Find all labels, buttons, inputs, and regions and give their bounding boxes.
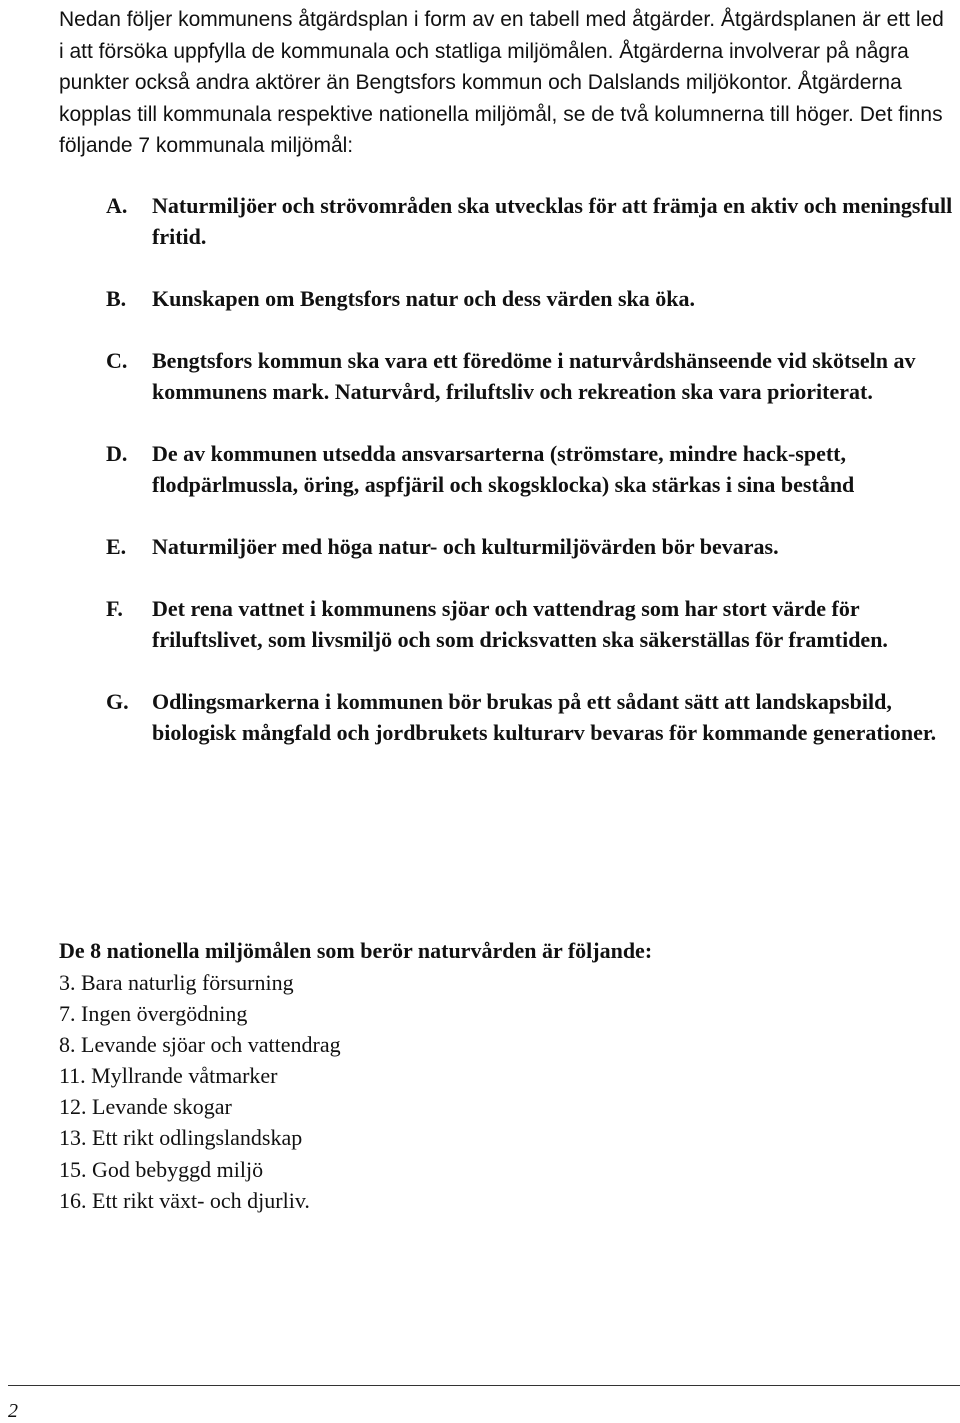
municipal-goal-item <box>106 190 958 252</box>
municipal-goal-item <box>106 345 958 407</box>
goal-text: Det rena vattnet i kommunens sjöar och vattendrag som har stort värde för friluftslivet, som livsmiljö och som dricksvatten ska säkerställas för framtiden. <box>152 596 888 652</box>
goal-text: Naturmiljöer med höga natur- och kulturmiljövärden bör bevaras. <box>152 534 779 559</box>
national-goals-heading: De 8 nationella miljömålen som berör naturvården är följande: <box>59 938 653 963</box>
goal-text: Kunskapen om Bengtsfors natur och dess värden ska öka. <box>152 286 695 311</box>
municipal-goal-item <box>106 593 958 655</box>
national-goals-list <box>59 967 341 1216</box>
goal-letter: B. <box>106 286 127 311</box>
national-goal-item: 13. Ett rikt odlingslandskap <box>59 1125 303 1151</box>
municipal-goal-item <box>106 438 958 500</box>
national-goal-item: 15. God bebyggd miljö <box>59 1156 264 1182</box>
municipal-goals-list <box>106 190 958 779</box>
municipal-goal-item <box>106 531 958 562</box>
national-goal-item: 8. Levande sjöar och vattendrag <box>59 1032 341 1058</box>
municipal-goal-item <box>106 686 958 748</box>
goal-letter: A. <box>106 193 128 218</box>
goal-letter: E. <box>106 534 127 559</box>
goal-letter: G. <box>106 689 129 714</box>
goal-letter: D. <box>106 441 128 466</box>
footer-divider <box>8 1385 960 1386</box>
national-goal-item: 16. Ett rikt växt- och djurliv. <box>59 1187 310 1213</box>
municipal-goal-item <box>106 283 958 314</box>
intro-paragraph: Nedan följer kommunens åtgärdsplan i form av en tabell med åtgärder. Åtgärdsplanen är ett led i att försöka uppfylla de kommunala och statliga miljömålen. Åtgärderna involverar på några punkter också andra aktörer än Bengtsfors kommun och Dalslands miljökontor. Åtgärderna kopplas till kommunala respektive nationella miljömål, se de två kolumnerna till höger. Det finns följande 7 kommunala miljömål: <box>59 8 944 157</box>
national-goal-item: 11. Myllrande våtmarker <box>59 1063 278 1089</box>
goal-text: Naturmiljöer och strövområden ska utvecklas för att främja en aktiv och meningsfull fritid. <box>152 193 953 249</box>
goal-letter: C. <box>106 348 128 373</box>
page-number: 2 <box>8 1400 18 1422</box>
goal-text: Odlingsmarkerna i kommunen bör brukas på ett sådant sätt att landskapsbild, biologisk mångfald och jordbrukets kulturarv bevaras för kommande generationer. <box>152 689 937 745</box>
goal-text: De av kommunen utsedda ansvarsarterna (strömstare, mindre hack-spett, flodpärlmussla, öring, aspfjäril och skogsklocka) ska stärkas i sina bestånd <box>152 441 855 497</box>
goal-text: Bengtsfors kommun ska vara ett föredöme i naturvårdshänseende vid skötseln av kommunens mark. Naturvård, friluftsliv och rekreation ska vara prioriterat. <box>152 348 916 404</box>
national-goal-item: 12. Levande skogar <box>59 1094 232 1120</box>
national-goal-item: 3. Bara naturlig försurning <box>59 970 294 995</box>
national-goal-item: 7. Ingen övergödning <box>59 1001 248 1027</box>
goal-letter: F. <box>106 596 123 621</box>
